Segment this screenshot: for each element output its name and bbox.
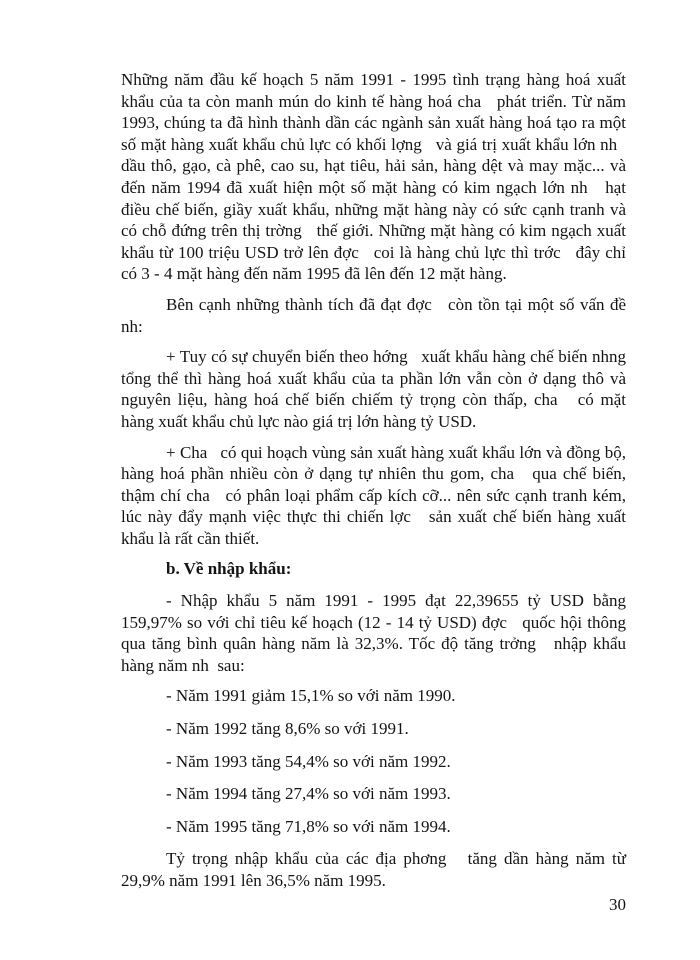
paragraph-issue-planning: + Cha có qui hoạch vùng sản xuất hàng xuất khẩu lớn và đồng bộ, hàng hoá phần nhiều còn ở dạng tự nhiên thu gom, cha qua chế biến, thậm chí cha có phân loại phẩm cấp kích cỡ... nên sức cạnh tranh kém, lúc này đẩy mạnh việc thực thi chiến lợc sản xuất chế biến hàng xuất khẩu là rất cần thiết. xyxy=(121,442,626,548)
paragraph-export-overview: Những năm đầu kế hoạch 5 năm 1991 - 1995 tình trạng hàng hoá xuất khẩu của ta còn manh mún do kinh tế hàng hoá cha phát triển. Từ năm 1993, chúng ta đã hình thành dần các ngành sản xuất hàng hoá tạo ra một số mặt hàng xuất khẩu chủ lực có khối lợng và giá trị xuất khẩu lớn nh dầu thô, gạo, cà phê, cao su, hạt tiêu, hải sản, hàng dệt và may mặc... và đến năm 1994 đã xuất hiện một số mặt hàng có kim ngạch lớn nh hạt điều chế biến, giầy xuất khẩu, những mặt hàng này có sức cạnh tranh và có chỗ đứng trên thị trờng thế giới. Những mặt hàng có kim ngạch xuất khẩu từ 100 triệu USD trở lên đợc coi là hàng chủ lực thì trớc đây chỉ có 3 - 4 mặt hàng đến năm 1995 đã lên đến 12 mặt hàng. xyxy=(121,70,626,284)
list-item-1993: - Năm 1993 tăng 54,4% so với năm 1992. xyxy=(166,751,451,771)
list-item-1991: - Năm 1991 giảm 15,1% so với năm 1990. xyxy=(166,686,456,706)
list-item-1992: - Năm 1992 tăng 8,6% so với 1991. xyxy=(166,719,409,739)
paragraph-issue-processed-goods: + Tuy có sự chuyển biến theo hớng xuất khẩu hàng chế biến nhng tổng thể thì hàng hoá xuất khẩu của ta phần lớn vẫn còn ở dạng thô và nguyên liệu, hàng hoá chế biến chiếm tỷ trọng còn thấp, cha có mặt hàng xuất khẩu chủ lực nào giá trị lớn hàng tỷ USD. xyxy=(121,347,626,431)
list-item-1995: - Năm 1995 tăng 71,8% so với năm 1994. xyxy=(166,816,451,836)
document-body xyxy=(121,69,626,901)
paragraph-import-share: Tỷ trọng nhập khẩu của các địa phơng tăng dần hàng năm từ 29,9% năm 1991 lên 36,5% năm 1995. xyxy=(121,849,626,890)
page-number: 30 xyxy=(609,895,626,914)
list-item-1994: - Năm 1994 tăng 27,4% so với năm 1993. xyxy=(166,784,451,804)
section-heading-import: b. Về nhập khẩu: xyxy=(166,559,292,579)
paragraph-issues-intro: Bên cạnh những thành tích đã đạt đợc còn tồn tại một số vấn đề nh: xyxy=(121,294,626,336)
paragraph-import-overview: - Nhập khẩu 5 năm 1991 - 1995 đạt 22,39655 tỷ USD bằng 159,97% so với chỉ tiêu kế hoạch (12 - 14 tỷ USD) đợc quốc hội thông qua tăng bình quân hàng năm là 32,3%. Tốc độ tăng trởng nhập khẩu hàng năm nh sau: xyxy=(121,591,626,675)
